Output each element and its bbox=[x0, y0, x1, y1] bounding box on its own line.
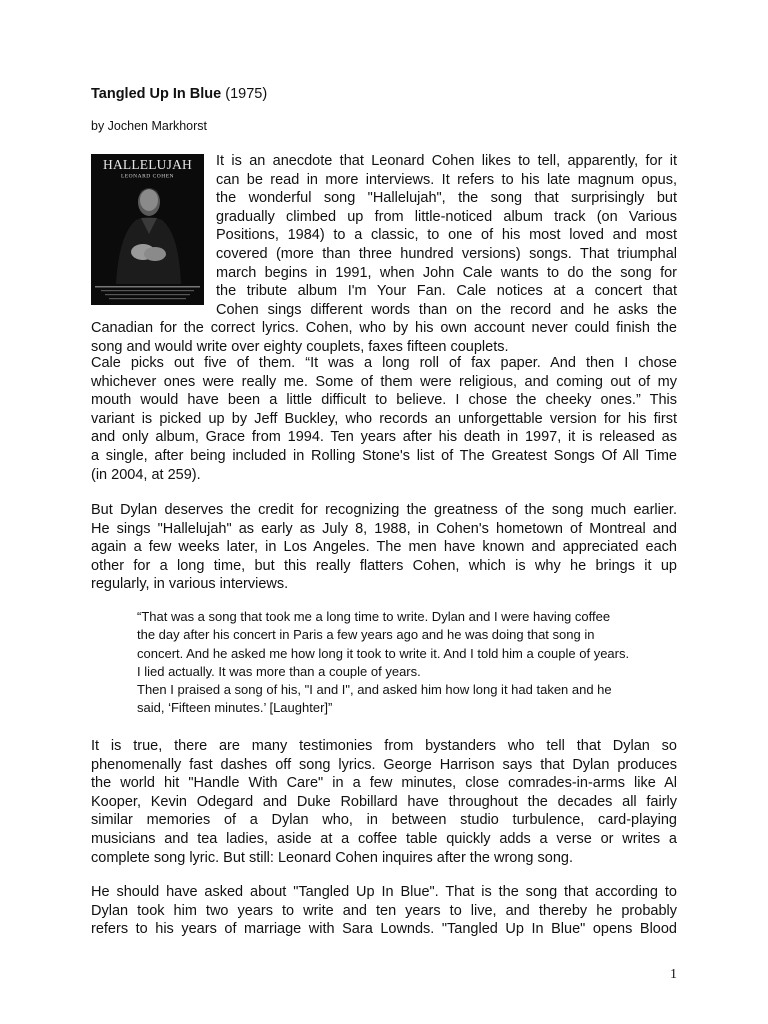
text-line: again a few weeks later, in Los Angeles. The men have known and appreciated each bbox=[91, 539, 677, 556]
paragraph-3 bbox=[91, 501, 677, 594]
text-line: musicians and tea ladies, aside at a coffee table quickly adds a verse or writes a bbox=[91, 830, 677, 847]
cover-title: HALLELUJAH bbox=[103, 157, 192, 172]
paragraph-1-wrapped bbox=[216, 152, 677, 319]
text-line: variant is picked up by Jeff Buckley, who records an unforgettable version for his first bbox=[91, 410, 677, 427]
text-line: Positions, 1984) to a classic, to one of his most loved and most bbox=[216, 227, 677, 244]
paragraph-2 bbox=[91, 354, 677, 484]
text-line: the world hit "Handle With Care" in a few minutes, close comrades-in-arms like Al bbox=[91, 775, 677, 792]
article-title bbox=[91, 86, 267, 102]
song-year: (1975) bbox=[225, 86, 268, 102]
text-line: whichever ones were really me. Some of them were religious, and coming out of my bbox=[91, 373, 677, 390]
quote-line: Then I praised a song of his, "I and I", and asked him how long it had taken and he bbox=[137, 682, 612, 698]
text-line: gradually climbed up from little-noticed album track (on Various bbox=[216, 208, 677, 225]
text-line: similar memories of a Dylan who, in between studio turbulence, card-playing bbox=[91, 812, 677, 829]
text-line: Dylan took him two years to write and ten years to live, and thereby he probably bbox=[91, 902, 677, 919]
byline: by Jochen Markhorst bbox=[91, 119, 208, 133]
text-line: refers to his years of marriage with Sara Lownds. "Tangled Up In Blue" opens Blood bbox=[91, 921, 677, 938]
text-line: He sings "Hallelujah" as early as July 8, 1988, in Cohen's hometown of Montreal and bbox=[91, 520, 677, 537]
song-title: Tangled Up In Blue bbox=[91, 86, 222, 102]
text-line: march begins in 1991, when John Cale wants to do the song for bbox=[216, 264, 677, 281]
text-line: Cale picks out five of them. “It was a long roll of fax paper. And then I chose bbox=[91, 355, 677, 371]
text-line: complete song lyric. But still: Leonard Cohen inquires after the wrong song. bbox=[91, 849, 573, 866]
quote-line: the day after his concert in Paris a few years ago and he was doing that song in bbox=[137, 627, 595, 643]
cover-artist: LEONARD COHEN bbox=[120, 173, 175, 180]
paragraph-1-continued bbox=[91, 319, 677, 356]
text-line: Kooper, Kevin Odegard and Duke Robillard have throughout the decades all fairly bbox=[91, 793, 677, 810]
text-line: covered (more than three hundred versions) songs. That triumphal bbox=[216, 245, 677, 262]
text-line: other for a long time, but this really flatters Cohen, which is why he brings it up bbox=[91, 557, 677, 574]
text-line: (in 2004, at 259). bbox=[91, 466, 201, 483]
text-line: mouth would have been a little difficult to believe. I chose the cheeky ones.” This bbox=[91, 392, 677, 409]
paragraph-4 bbox=[91, 737, 677, 867]
text-line: regularly, in various interviews. bbox=[91, 576, 289, 593]
text-line: and only album, Grace from 1994. Ten years after his death in 1997, it is released as bbox=[91, 429, 677, 446]
text-line: But Dylan deserves the credit for recognizing the greatness of the song much earlier. bbox=[91, 502, 677, 518]
text-line: It is true, there are many testimonies from bystanders who tell that Dylan so bbox=[91, 738, 677, 754]
album-cover-artwork bbox=[91, 154, 204, 305]
album-cover-image bbox=[91, 154, 204, 305]
text-line: Cohen sings different words than on the record and he asks the bbox=[216, 301, 677, 318]
quote-line: said, ‘Fifteen minutes.’ [Laughter]” bbox=[137, 700, 333, 716]
block-quote bbox=[137, 608, 677, 718]
quote-line: I lied actually. It was more than a couple of years. bbox=[137, 663, 421, 679]
page-number: 1 bbox=[670, 967, 677, 982]
paragraph-5 bbox=[91, 883, 677, 939]
quote-line: concert. And he asked me how long it took to write it. And I told him a couple of years. bbox=[137, 645, 630, 661]
quote-line: “That was a song that took me a long time to write. Dylan and I were having coffee bbox=[137, 609, 611, 624]
text-line: He should have asked about "Tangled Up In Blue". That is the song that according to bbox=[91, 884, 677, 900]
text-line: song and would write over eighty couplets, faxes fifteen couplets. bbox=[91, 338, 509, 355]
text-line: the tribute album I'm Your Fan. Cale notices at a concert that bbox=[216, 283, 677, 300]
text-line: It is an anecdote that Leonard Cohen likes to tell, apparently, for it bbox=[216, 153, 677, 169]
text-line: a single, after being included in Rolling Stone's list of The Greatest Songs Of All Time bbox=[91, 447, 677, 464]
text-line: phenomenally fast dashes off song lyrics. George Harrison says that Dylan produces bbox=[91, 756, 677, 773]
text-line: the wonderful song "Hallelujah", the song that surprisingly but bbox=[216, 190, 677, 207]
text-line: Canadian for the correct lyrics. Cohen, who by his own account never could finish the bbox=[91, 320, 677, 336]
text-line: can be read in more interviews. It refers to his late magnum opus, bbox=[216, 171, 677, 188]
